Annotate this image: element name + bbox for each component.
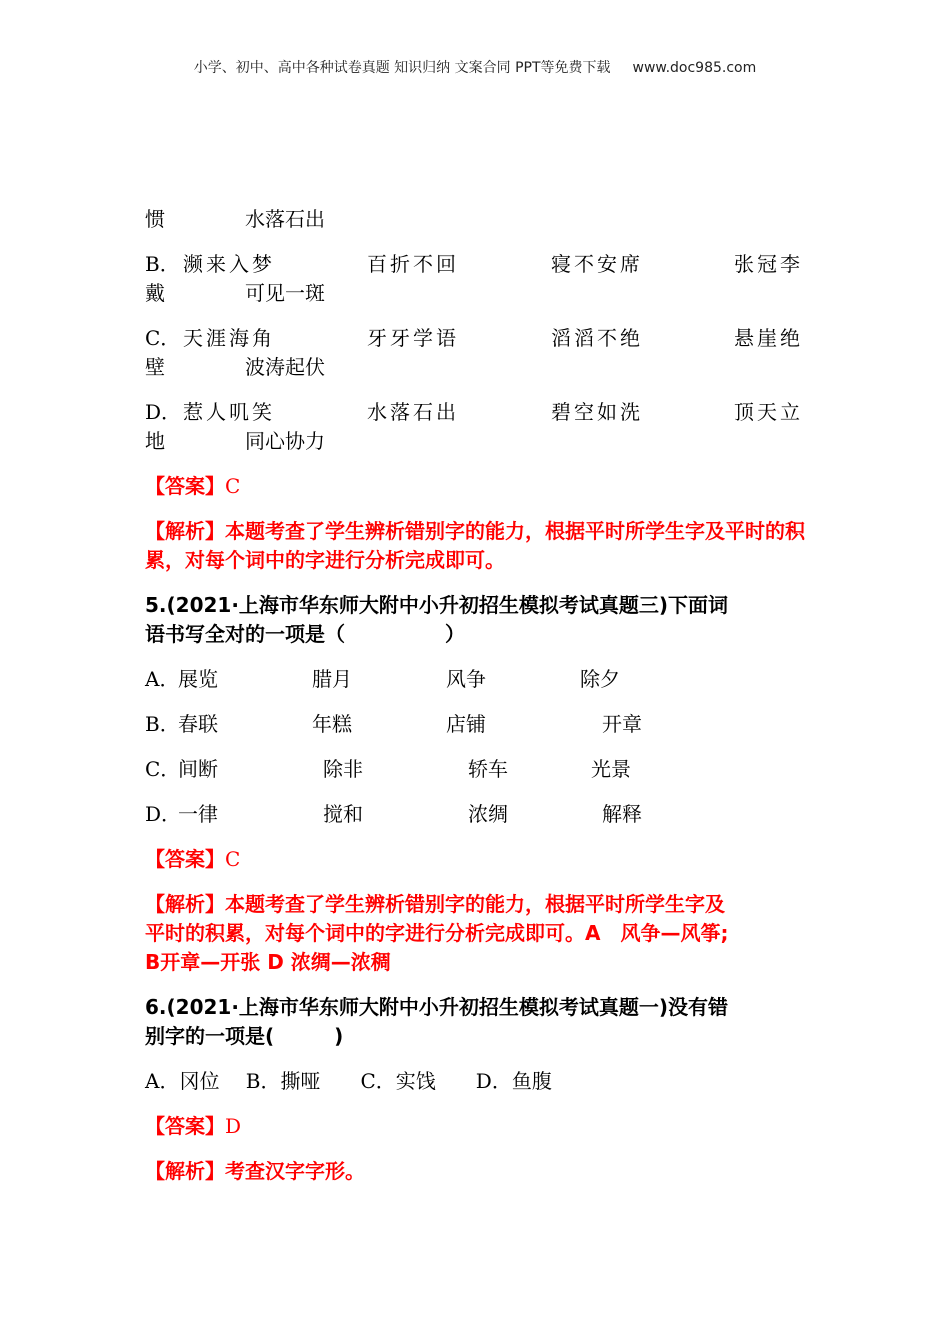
analysis-label: 【解析】 [145,1159,225,1183]
q5-d-label: D． [145,802,182,826]
q4-option-b [145,250,810,279]
q4-option-b-tail [145,279,810,308]
q5-c-word: 间断 [178,757,218,781]
q6-title-line: 6.(2021·上海市华东师大附中小升初招生模拟考试真题一)没有错 [145,995,729,1019]
analysis-text: 本题考查了学生辨析错别字的能力，根据平时所学生字及 [225,892,725,916]
q5-option-c [145,755,810,784]
header-url[interactable]: www.doc985.com [632,60,757,76]
analysis-text: 本题考查了学生辨析错别字的能力，根据平时所学生字及平时的积累，对每个词中的字进行分析完成即可。 [145,519,805,572]
q6-title [145,993,810,1051]
q5-option-a [145,665,810,694]
q4-c-word: 滔滔不绝 [551,326,643,350]
q4-option-c-tail [145,353,810,382]
analysis-text: B开章—开张 D 浓绸—浓稠 [145,950,391,974]
q4-b-tail-word: 可见一斑 [245,281,325,305]
q4-d-tail-char: 地 [145,429,165,453]
q5-title-line: 语书写全对的一项是（ ） [145,622,465,646]
q4-c-tail-word: 波涛起伏 [245,355,325,379]
q4-b-word: 濒来入梦 [183,252,275,276]
q4-b-tail-char: 戴 [145,281,165,305]
q4-c-word: 悬崖绝 [734,326,803,350]
q5-b-label: B． [145,712,180,736]
q4-d-label: D． [145,400,182,424]
q4-option-d-tail [145,427,810,456]
answer-value: C [225,474,241,498]
q4-option-d [145,398,810,427]
page-header [0,57,950,77]
q6-options [145,1067,810,1096]
answer-value: C [225,847,241,871]
q5-option-b [145,710,810,739]
q4-c-label: C． [145,326,181,350]
answer-value: D [225,1114,242,1138]
q4-option-c [145,324,810,353]
q4-d-word: 碧空如洗 [551,400,643,424]
analysis-label: 【解析】 [145,519,225,543]
q6-title-line: 别字的一项是( ) [145,1024,344,1048]
q5-b-word: 年糕 [312,712,352,736]
q4-d-word: 水落石出 [367,400,459,424]
q6-options-text: A．冈位 B．撕哑 C．实饯 D．鱼腹 [145,1069,552,1093]
q5-a-label: A． [145,667,180,691]
q5-c-label: C． [145,757,181,781]
q4-b-word: 张冠李 [734,252,803,276]
q5-option-d [145,800,810,829]
q5-c-word: 除非 [323,757,363,781]
q5-b-word: 店铺 [446,712,486,736]
q5-title-line: 5.(2021·上海市华东师大附中小升初招生模拟考试真题三)下面词 [145,593,729,617]
answer-label: 【答案】 [145,1114,225,1138]
q5-d-word: 搅和 [323,802,363,826]
q5-d-word: 浓绸 [468,802,508,826]
q5-a-word: 除夕 [580,667,620,691]
answer-label: 【答案】 [145,847,225,871]
q5-c-word: 光景 [591,757,631,781]
q5-title [145,591,810,649]
q4-d-word: 惹人叽笑 [183,400,275,424]
q5-b-word: 开章 [602,712,642,736]
q6-analysis [145,1157,810,1186]
q4-c-tail-char: 壁 [145,355,165,379]
q5-a-word: 展览 [178,667,218,691]
q4-d-word: 顶天立 [734,400,803,424]
analysis-text: 平时的积累，对每个词中的字进行分析完成即可。A 风争—风筝; [145,921,729,945]
q5-d-word: 解释 [602,802,642,826]
q4-option-a-tail [145,205,810,234]
document-body [145,205,810,1186]
q4-b-word: 百折不回 [367,252,459,276]
q4-c-word: 天涯海角 [183,326,275,350]
header-text: 小学、初中、高中各种试卷真题 知识归纳 文案合同 PPT等免费下载 [193,60,611,76]
q4-analysis [145,517,810,575]
q5-analysis [145,890,810,977]
q4-a-tail-word: 水落石出 [245,207,325,231]
q5-d-word: 一律 [178,802,218,826]
q4-answer [145,472,810,501]
q6-answer [145,1112,810,1141]
q4-b-label: B． [145,252,180,276]
q5-a-word: 风争 [446,667,486,691]
q5-c-word: 轿车 [468,757,508,781]
q5-answer [145,845,810,874]
q5-a-word: 腊月 [312,667,352,691]
analysis-text: 考查汉字字形。 [225,1159,365,1183]
q4-b-word: 寝不安席 [551,252,643,276]
answer-label: 【答案】 [145,474,225,498]
q4-a-tail-char: 惯 [145,207,165,231]
analysis-label: 【解析】 [145,892,225,916]
q5-b-word: 春联 [178,712,218,736]
q4-d-tail-word: 同心协力 [245,429,325,453]
q4-c-word: 牙牙学语 [367,326,459,350]
